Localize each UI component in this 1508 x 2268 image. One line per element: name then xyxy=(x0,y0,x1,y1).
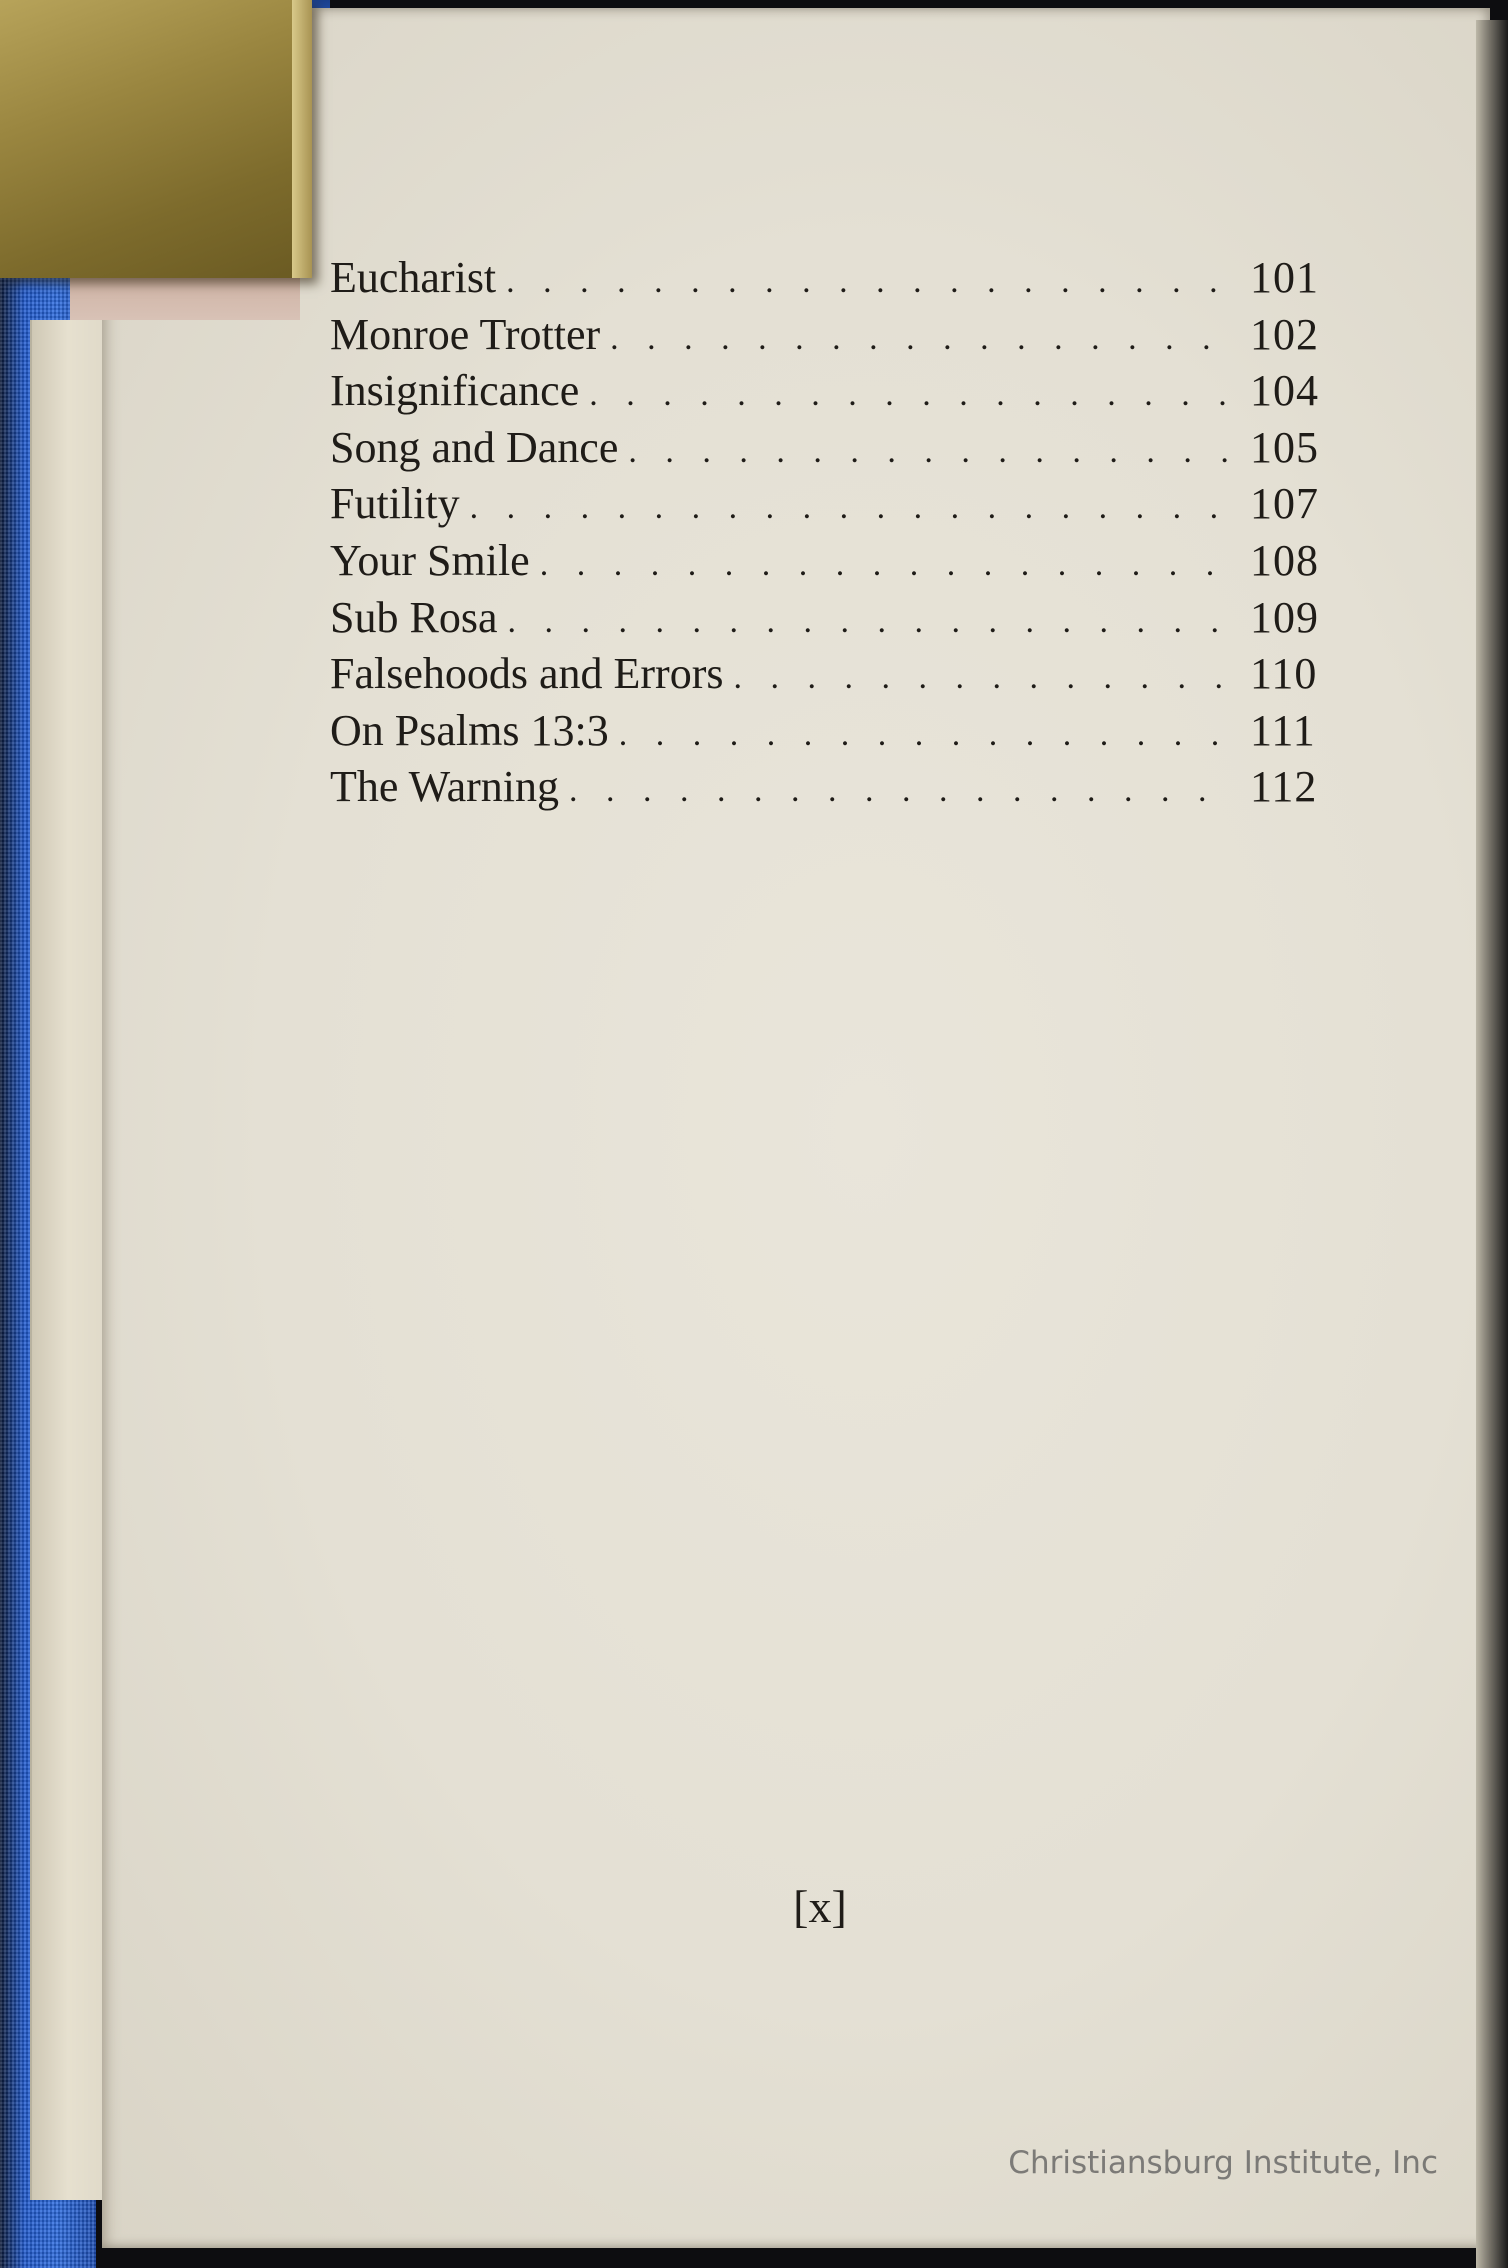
toc-leader-dots xyxy=(619,716,1232,754)
toc-entry-title: Eucharist xyxy=(330,253,497,302)
toc-leader-dots xyxy=(569,772,1232,810)
bookmark-clip-edge xyxy=(292,0,312,278)
toc-leader-dots xyxy=(628,433,1232,471)
toc-leader-dots xyxy=(506,263,1232,301)
toc-entry-page: 109 xyxy=(1250,592,1319,642)
toc-entry xyxy=(330,478,1330,535)
page-edge xyxy=(1476,20,1508,2268)
toc-entry-page: 102 xyxy=(1250,309,1319,359)
toc-entry xyxy=(330,535,1330,592)
page-folio: [x] xyxy=(793,1881,847,1932)
toc-entry-page: 104 xyxy=(1250,366,1319,416)
toc-entry xyxy=(330,761,1330,818)
table-of-contents xyxy=(330,252,1330,818)
toc-entry-title: Falsehoods and Errors xyxy=(330,649,724,699)
bookmark-clip xyxy=(0,0,312,278)
toc-leader-dots xyxy=(589,376,1232,414)
toc-entry-title: Song and Dance xyxy=(330,422,619,472)
toc-entry xyxy=(330,648,1330,705)
toc-entry-page: 107 xyxy=(1250,479,1319,529)
toc-entry-title: Monroe Trotter xyxy=(330,309,601,359)
watermark: Christiansburg Institute, Inc xyxy=(1008,2145,1438,2181)
toc-entry-page: 112 xyxy=(1250,762,1318,812)
toc-entry xyxy=(330,592,1330,649)
toc-entry-title: On Psalms 13:3 xyxy=(330,705,609,755)
toc-entry-title: Your Smile xyxy=(330,535,530,585)
toc-entry xyxy=(330,422,1330,479)
toc-entry xyxy=(330,309,1330,366)
toc-entry-title: Sub Rosa xyxy=(330,592,498,642)
toc-entry-title: The Warning xyxy=(330,762,560,812)
toc-leader-dots xyxy=(734,659,1233,697)
toc-entry xyxy=(330,252,1330,309)
toc-entry-page: 101 xyxy=(1250,253,1319,302)
toc-entry-page: 110 xyxy=(1250,649,1318,699)
toc-entry-page: 108 xyxy=(1250,535,1319,585)
toc-entry-page: 105 xyxy=(1250,422,1319,472)
toc-leader-dots xyxy=(507,603,1232,641)
toc-entry-title: Insignificance xyxy=(330,366,580,416)
toc-entry xyxy=(330,365,1330,422)
toc-leader-dots xyxy=(610,320,1232,358)
toc-entry xyxy=(330,705,1330,762)
toc-entry-page: 111 xyxy=(1250,705,1316,755)
toc-entry-title: Futility xyxy=(330,479,460,529)
toc-leader-dots xyxy=(470,489,1232,527)
toc-leader-dots xyxy=(540,546,1232,584)
